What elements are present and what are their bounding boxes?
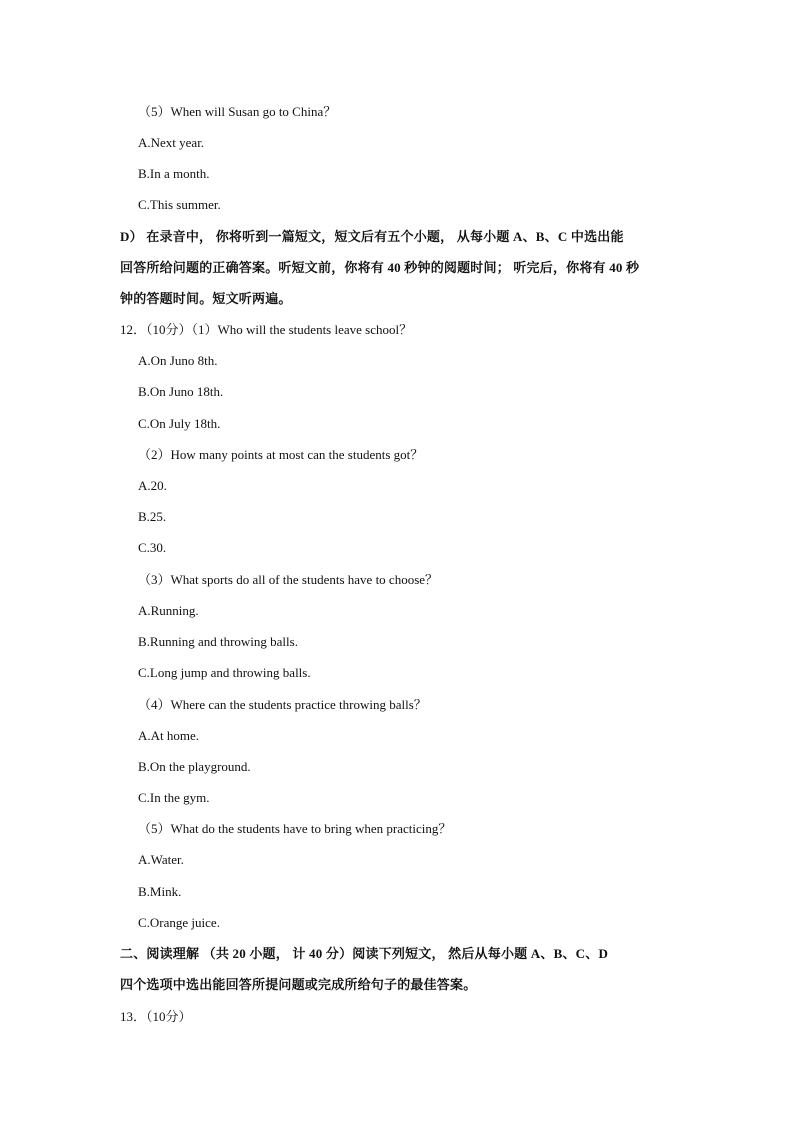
- option-b: B.On the playground.: [138, 759, 251, 774]
- question-5-susan: （5）When will Susan go to China？: [138, 104, 337, 119]
- option-c: C.In the gym.: [138, 790, 210, 805]
- option-c: C.30.: [138, 540, 167, 555]
- option-b: B.Mink.: [138, 884, 182, 899]
- option-c: C.On July 18th.: [138, 416, 221, 431]
- option-c: C.Long jump and throwing balls.: [138, 665, 311, 680]
- question-12-part-2: （2）How many points at most can the students got？: [138, 447, 424, 462]
- option-b: B.In a month.: [138, 166, 210, 181]
- option-a: A.Next year.: [138, 135, 205, 150]
- reading-section-heading-1: 二、阅读理解 （共 20 小题， 计 40 分）阅读下列短文， 然后从每小题 A、B、C、D: [120, 946, 609, 961]
- option-a: A.20.: [138, 478, 167, 493]
- reading-section-heading-2: 四个选项中选出能回答所提问题或完成所给句子的最佳答案。: [120, 977, 477, 992]
- option-b: B.On Juno 18th.: [138, 384, 224, 399]
- option-a: A.At home.: [138, 728, 200, 743]
- option-c: C.This summer.: [138, 197, 221, 212]
- option-a: A.Running.: [138, 603, 199, 618]
- option-b: B.Running and throwing balls.: [138, 634, 298, 649]
- question-12-part-4: （4）Where can the students practice throwing balls？: [138, 697, 427, 712]
- question-12-part-3: （3）What sports do all of the students have to choose？: [138, 572, 439, 587]
- question-12-part-5: （5）What do the students have to bring when practicing？: [138, 821, 452, 836]
- question-12-part-1: 12．（10分）（1）Who will the students leave school？: [120, 322, 413, 337]
- section-d-instructions-2: 回答所给问题的正确答案。听短文前，你将有 40 秒钟的阅题时间； 听完后，你将有 40 秒: [120, 260, 640, 275]
- section-d-instructions-1: D） 在录音中， 你将听到一篇短文，短文后有五个小题， 从每小题 A、B、C 中选出能: [120, 229, 624, 244]
- option-a: A.On Juno 8th.: [138, 353, 218, 368]
- question-13: 13．（10分）: [120, 1009, 192, 1024]
- section-d-instructions-3: 钟的答题时间。短文听两遍。: [120, 291, 292, 306]
- option-b: B.25.: [138, 509, 167, 524]
- option-a: A.Water.: [138, 852, 184, 867]
- option-c: C.Orange juice.: [138, 915, 220, 930]
